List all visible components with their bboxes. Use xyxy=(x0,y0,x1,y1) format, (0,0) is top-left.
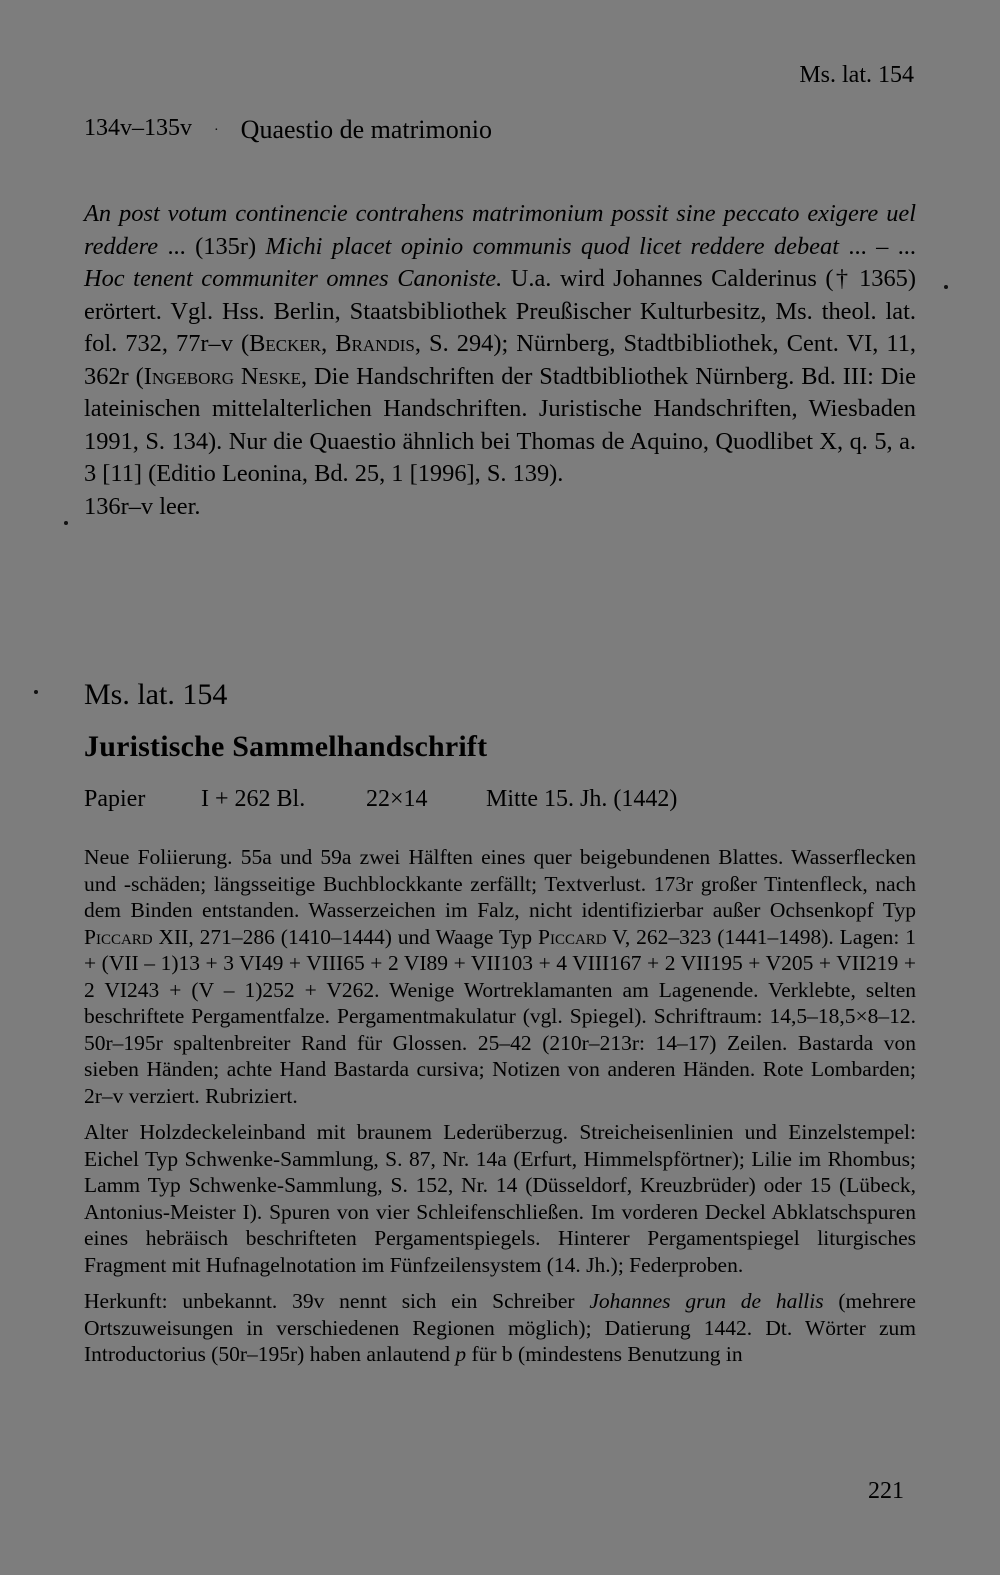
entry-text-1: U.a. wird Johannes Calderinus († 1365) erörtert. Vgl. Hss. Berlin, Staatsbibliothek Preußischer Kulturbesitz, Ms. theol. lat. fol. 732, 77r–v ( xyxy=(84,265,916,357)
author-becker-brandis: Becker, Brandis xyxy=(249,330,415,357)
desc-text: (mehrere Ortszuweisungen in verschiedenen Regionen möglich); Datierung 1442. Dt. Wörter zum Introductorius (50r–195r) haben anlautend xyxy=(84,1289,916,1366)
date: Mitte 15. Jh. (1442) xyxy=(486,786,678,812)
entry-body xyxy=(84,198,916,523)
running-head: Ms. lat. 154 xyxy=(799,62,914,88)
letter-p: p xyxy=(455,1342,467,1366)
scribe-name: Johannes grun de hallis xyxy=(589,1289,824,1313)
material: Papier xyxy=(84,786,146,812)
margin-speck xyxy=(944,285,948,289)
manuscript-title: Juristische Sammelhandschrift xyxy=(84,730,488,763)
incipit-dots-2: ... – ... xyxy=(838,232,916,260)
format: 22×14 xyxy=(366,786,428,812)
margin-speck xyxy=(34,690,38,694)
entry-heading xyxy=(84,115,492,145)
manuscript-id: Ms. lat. 154 xyxy=(84,678,228,711)
leaf-count: I + 262 Bl. xyxy=(201,786,306,812)
desc-text: V, 262–323 (1441–1498). Lagen: 1 + (VII – 1)13 + 3 VI49 + VIII65 + 2 VI89 + VII103 + 4 VIII167 + 2 VII195 + V205 + VII219 + 2 VI243 + (V – 1)252 + V262. Wenige Wortreklamanten am Lagenende. Verklebte, selten beschriftete Pergamentfalze. Pergamentmakulatur (vgl. Spiegel). Schriftraum: 14,5–18,5×8–12. 50r–195r spaltenbreiter Rand für Glossen. 25–42 (210r–213r: 14–17) Zeilen. Bastarda von sieben Händen; achte Hand Bastarda cursiva; Notizen von anderen Händen. Rote Lombarden; 2r–v verziert. Rubriziert. xyxy=(84,924,916,1108)
description xyxy=(84,844,916,1378)
entry-paragraph xyxy=(84,198,916,491)
author-piccard: Piccard xyxy=(84,924,153,949)
description-paragraph-binding: Alter Holzdeckeleinband mit braunem Lederüberzug. Streicheisenlinien und Einzelstempel: Eichel Typ Schwenke-Sammlung, S. 87, Nr. 14a (Erfurt, Himmelspförtner); Lilie im Rhombus; Lamm Typ Schwenke-Sammlung, S. 152, Nr. 14 (Düsseldorf, Kreuzbrüder) oder 15 (Lübeck, Antonius-Meister I). Spuren von vier Schleifenschließen. Im vorderen Deckel Abklatschspuren eines hebräisch beschrifteten Pergamentspiegels. Hinterer Pergamentspiegel liturgisches Fragment mit Hufnagelnotation im Fünfzeilensystem (14. Jh.); Federproben. xyxy=(84,1120,916,1277)
incipit-dots-1: ... (135r) xyxy=(158,232,266,260)
description-paragraph-provenance xyxy=(84,1288,916,1368)
page-number: 221 xyxy=(868,1478,904,1504)
description-paragraph-codicology xyxy=(84,844,916,1109)
entry-title: Quaestio de matrimonio xyxy=(240,115,492,144)
author-neske: Ingeborg Neske xyxy=(143,362,302,390)
entry-folio: 134v–135v xyxy=(84,115,192,141)
entry-text-2: , S. 294); Nürnberg, Stadtbibliothek, Cent. VI, 11, 362r ( xyxy=(84,330,916,390)
incipit-3: Hoc tenent communiter omnes Canoniste. xyxy=(84,265,503,292)
margin-speck xyxy=(64,521,68,525)
desc-text: für b (mindestens Benutzung in xyxy=(466,1342,743,1366)
incipit-1: An post votum continencie contrahens matrimonium possit sine peccato exigere uel reddere xyxy=(84,200,916,260)
desc-text: Neue Foliierung. 55a und 59a zwei Hälften eines quer beigebundenen Blattes. Wasserflecken und -schäden; längsseitige Buchblockkante zerfällt; Textverlust. 173r großer Tintenfleck, nach dem Binden entstanden. Wasserzeichen im Falz, nicht identifizierbar außer Ochsenkopf Typ xyxy=(84,845,916,922)
author-piccard: Piccard xyxy=(538,924,607,949)
desc-text: Herkunft: unbekannt. 39v nennt sich ein Schreiber xyxy=(84,1289,590,1313)
incipit-2: Michi placet opinio communis quod licet reddere debeat xyxy=(265,232,839,260)
empty-folios-note: 136r–v leer. xyxy=(84,492,201,520)
entry-text-3: , Die Handschriften der Stadtbibliothek Nürnberg. Bd. III: Die lateinischen mittelalterlichen Handschriften. Juristische Handschriften, Wiesbaden 1991, S. 134). Nur die Quaestio ähnlich bei Thomas de Aquino, Quodlibet X, q. 5, a. 3 [11] (Editio Leonina, Bd. 25, 1 [1996], S. 139). xyxy=(84,362,916,487)
desc-text: XII, 271–286 (1410–1444) und Waage Typ xyxy=(152,924,538,949)
dot-mark: · xyxy=(214,123,219,138)
